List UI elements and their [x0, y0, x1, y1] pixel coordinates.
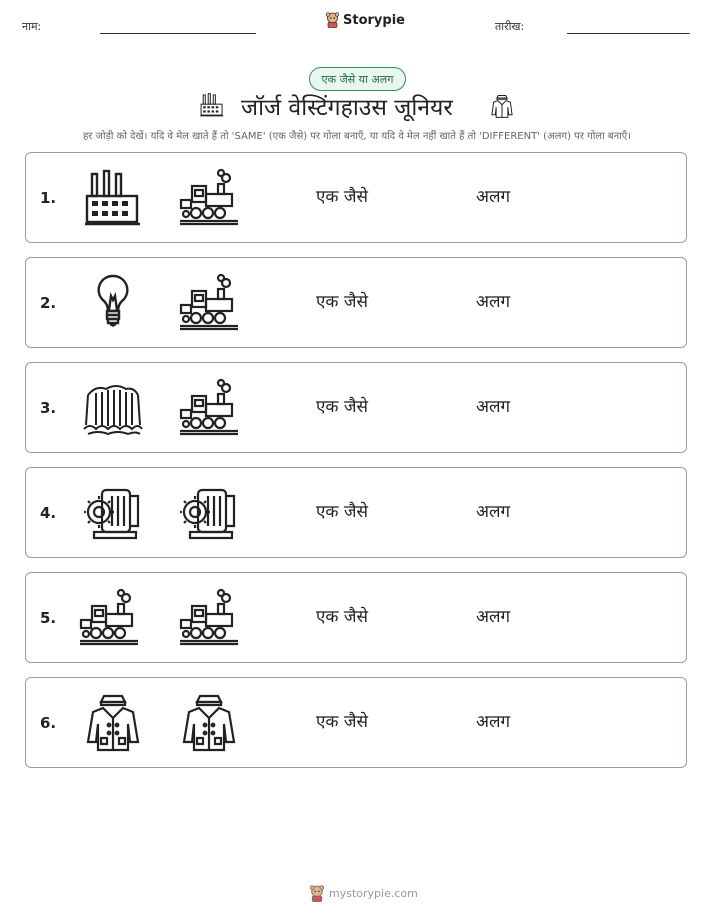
same-option[interactable]: एक जैसे — [316, 397, 368, 417]
train-icon — [178, 167, 240, 229]
same-option[interactable]: एक जैसे — [316, 712, 368, 732]
lightbulb-icon — [82, 272, 144, 334]
conductor-coat-icon — [178, 692, 240, 754]
train-icon — [178, 272, 240, 334]
date-line[interactable] — [567, 33, 690, 34]
train-icon — [78, 587, 140, 649]
storypie-mascot-icon — [325, 12, 340, 28]
engine-icon — [178, 482, 240, 544]
brand-logo — [325, 12, 405, 28]
name-label: नाम: — [22, 20, 42, 33]
same-option[interactable]: एक जैसे — [316, 607, 368, 627]
date-label: तारीख: — [495, 20, 525, 33]
question-number: 2. — [40, 294, 57, 312]
question-row-2 — [25, 257, 687, 348]
different-option[interactable]: अलग — [476, 187, 511, 207]
question-number: 6. — [40, 714, 57, 732]
different-option[interactable]: अलग — [476, 397, 511, 417]
same-option[interactable]: एक जैसे — [316, 502, 368, 522]
storypie-mascot-icon — [309, 885, 325, 902]
question-row-5 — [25, 572, 687, 663]
conductor-coat-icon — [489, 91, 515, 125]
question-number: 4. — [40, 504, 57, 522]
different-option[interactable]: अलग — [476, 502, 511, 522]
factory-icon — [199, 91, 225, 123]
train-icon — [178, 377, 240, 439]
same-option[interactable]: एक जैसे — [316, 187, 368, 207]
same-option[interactable]: एक जैसे — [316, 292, 368, 312]
question-number: 3. — [40, 399, 57, 417]
factory-icon — [82, 167, 144, 229]
brand-name: Storypie — [343, 12, 405, 28]
conductor-coat-icon — [82, 692, 144, 754]
question-number: 5. — [40, 609, 57, 627]
different-option[interactable]: अलग — [476, 712, 511, 732]
different-option[interactable]: अलग — [476, 607, 511, 627]
waterfall-icon — [82, 377, 144, 439]
train-icon — [178, 587, 240, 649]
question-row-3 — [25, 362, 687, 453]
engine-icon — [82, 482, 144, 544]
page-title: जॉर्ज वेस्टिंगहाउस जूनियर — [241, 95, 453, 121]
question-number: 1. — [40, 189, 57, 207]
worksheet-type-badge: एक जैसे या अलग — [309, 67, 406, 91]
footer — [309, 885, 418, 902]
different-option[interactable]: अलग — [476, 292, 511, 312]
question-row-6 — [25, 677, 687, 768]
question-row-1 — [25, 152, 687, 243]
question-row-4 — [25, 467, 687, 558]
instructions-text: हर जोड़ी को देखें। यदि वे मेल खाते हैं तो 'SAME' (एक जैसे) पर गोला बनाएँ, या यदि वे मेल नहीं खाते हैं तो 'DIFFERENT' (अलग) पर गोला बनाएँ। — [82, 131, 632, 142]
name-line[interactable] — [100, 33, 256, 34]
footer-url[interactable]: mystorypie.com — [329, 887, 418, 900]
